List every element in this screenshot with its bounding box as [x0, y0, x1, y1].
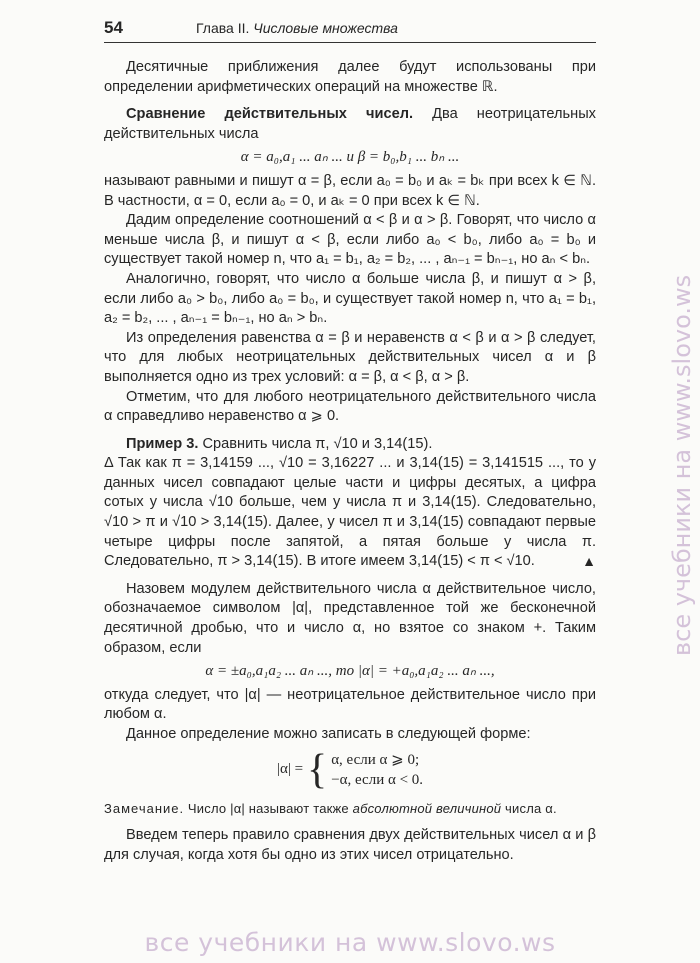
example-text: Сравнить числа π, √10 и 3,14(15). — [198, 435, 433, 452]
remark-label: Замечание. — [104, 800, 185, 816]
paragraph: Аналогично, говорят, что число α больше числа β, и пишут α > β, если либо a₀ > b₀, либо a₀ = b₀, и существует такой номер n, что a₁ = b₁, a₂ = b₂, ... , aₙ₋₁ = bₙ₋₁, но aₙ > bₙ. — [104, 270, 596, 327]
brace-icon: { — [307, 746, 328, 793]
piecewise-formula — [104, 746, 596, 793]
bottom-watermark: все учебники на www.slovo.ws — [144, 928, 556, 957]
example-label: Пример 3. — [126, 435, 199, 452]
paragraph: Из определения равенства α = β и неравенств α < β и α > β следует, что для любых неотрицательных действительных чисел α и β выполняется одно из трех условий: α = β, α < β, α > β. — [104, 329, 596, 385]
formula: α = ±a₀,a₁a₂ ... aₙ ..., то |α| = +a₀,a₁a₂ ... aₙ ..., — [205, 663, 495, 680]
section-heading: Сравнение действительных чисел. — [126, 106, 414, 123]
case-line: −α, если α < 0. — [331, 771, 424, 788]
paragraph: называют равными и пишут α = β, если a₀ = b₀ и aₖ = bₖ при всех k ∈ ℕ. В частности, α = 0, если a₀ = 0, и aₖ = 0 при всех k ∈ ℕ. — [104, 172, 596, 209]
remark-text: Число |α| называют также — [184, 800, 353, 816]
page-number: 54 — [104, 18, 123, 37]
case-lines — [331, 750, 423, 790]
remark-tail: числа α. — [501, 800, 557, 816]
paragraph-text: Два неотрицательных действительных числа — [104, 106, 596, 142]
paragraph: Данное определение можно записать в следующей форме: — [126, 726, 531, 742]
remark-term: абсолютной величиной — [352, 800, 502, 816]
chapter-title: Числовые множества — [253, 20, 398, 36]
solution-text: Δ Так как π = 3,14159 ..., √10 = 3,16227 ... и 3,14(15) = 3,141515 ..., то у данных чисел совпадают целые части и цифры десятых, а цифра сотых у числа √10 больше, чем у числа π и 3,14(15). Следовательно, √10 > π и √10 > 3,14(15). Далее, у чисел π и 3,14(15) совпадают первые четыре цифры после запятой, а пятая больше у числа π. Следовательно, π > 3,14(15). В итоге имеем 3,14(15) < π < √10. — [104, 455, 596, 570]
paragraph: Отметим, что для любого неотрицательного действительного числа α справедливо неравенство α ⩾ 0. — [104, 388, 596, 425]
side-watermark: все учебники на www.slovo.ws — [668, 274, 696, 656]
example-heading — [104, 435, 596, 455]
paragraph: Дадим определение соотношений α < β и α > β. Говорят, что число α меньше числа β, и пишут α < β, если либо a₀ < b₀, либо a₀ = b₀ и существует такой номер n, что a₁ = b₁, a₂ = b₂, ... , aₙ₋₁ = bₙ₋₁, но aₙ < bₙ. — [104, 212, 596, 268]
page-body — [104, 58, 596, 865]
solution — [104, 454, 596, 572]
chapter-label: Глава II. — [196, 20, 250, 36]
paragraph: Назовем модулем действительного числа α действительное число, обозначаемое символом |α|, представленное той же бесконечной десятичной дробью, что и число α, но взятое со знаком +. Таким образом, если — [104, 580, 596, 656]
case-line: α, если α ⩾ 0; — [331, 751, 420, 768]
remark — [104, 799, 596, 819]
abs-lhs: |α| = — [276, 760, 304, 777]
paragraph: Введем теперь правило сравнения двух действительных чисел α и β для случая, когда хотя бы одно из этих чисел отрицательно. — [104, 827, 596, 863]
page-header — [104, 16, 596, 43]
end-of-solution-icon: ▲ — [582, 553, 596, 570]
formula: α = a₀,a₁ ... aₙ ... и β = b₀,b₁ ... bₙ ... — [240, 149, 460, 166]
paragraph: Десятичные приближения далее будут использованы при определении арифметических операций на множестве ℝ. — [104, 59, 596, 95]
section-paragraph — [104, 105, 596, 144]
chapter-heading — [196, 20, 398, 36]
paragraph: откуда следует, что |α| — неотрицательное действительное число при любом α. — [104, 686, 596, 723]
